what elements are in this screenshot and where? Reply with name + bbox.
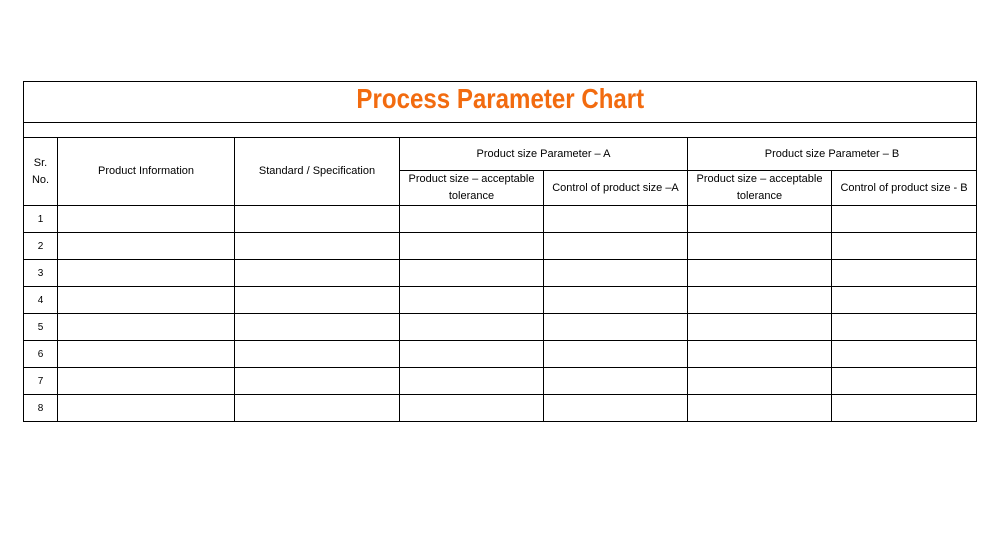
product-information-cell[interactable]	[58, 341, 235, 368]
table-row	[24, 287, 977, 314]
b-control-cell[interactable]	[832, 287, 977, 314]
b-tolerance-cell[interactable]	[688, 260, 832, 287]
header-a-tolerance-label: Product size – acceptable tolerance	[408, 173, 535, 202]
a-control-cell[interactable]	[544, 260, 688, 287]
sr-no-value: 6	[37, 348, 44, 360]
a-tolerance-cell[interactable]	[400, 287, 544, 314]
product-information-cell[interactable]	[58, 395, 235, 422]
b-tolerance-cell[interactable]	[688, 314, 832, 341]
product-information-cell[interactable]	[58, 206, 235, 233]
header-group-a	[400, 138, 688, 171]
table-row	[24, 395, 977, 422]
header-sr-no-label: Sr. No.	[31, 156, 50, 186]
a-tolerance-cell[interactable]	[400, 260, 544, 287]
sr-no-cell	[24, 233, 58, 260]
title-cell	[24, 82, 977, 123]
b-tolerance-cell[interactable]	[688, 233, 832, 260]
standard-specification-cell[interactable]	[235, 206, 400, 233]
sr-no-value: 1	[37, 213, 44, 225]
title-row	[24, 82, 977, 123]
spacer-row	[24, 123, 977, 138]
sr-no-value: 2	[37, 240, 44, 252]
sr-no-cell	[24, 341, 58, 368]
header-b-tolerance-label: Product size – acceptable tolerance	[696, 173, 823, 202]
a-tolerance-cell[interactable]	[400, 395, 544, 422]
product-information-cell[interactable]	[58, 233, 235, 260]
header-a-tolerance	[400, 171, 544, 206]
standard-specification-cell[interactable]	[235, 341, 400, 368]
sr-no-cell	[24, 314, 58, 341]
a-control-cell[interactable]	[544, 287, 688, 314]
header-group-b-label: Product size Parameter – B	[764, 147, 900, 160]
header-standard-specification-label: Standard / Specification	[258, 165, 376, 177]
table-row	[24, 260, 977, 287]
a-control-cell[interactable]	[544, 395, 688, 422]
product-information-cell[interactable]	[58, 368, 235, 395]
header-a-control	[544, 171, 688, 206]
table-row	[24, 206, 977, 233]
sr-no-value: 4	[37, 294, 44, 306]
header-standard-specification	[235, 138, 400, 206]
b-control-cell[interactable]	[832, 314, 977, 341]
a-tolerance-cell[interactable]	[400, 368, 544, 395]
a-tolerance-cell[interactable]	[400, 341, 544, 368]
header-group-b	[688, 138, 977, 171]
b-control-cell[interactable]	[832, 206, 977, 233]
process-parameter-table	[23, 81, 977, 422]
header-b-control	[832, 171, 977, 206]
b-control-cell[interactable]	[832, 395, 977, 422]
b-control-cell[interactable]	[832, 260, 977, 287]
b-tolerance-cell[interactable]	[688, 341, 832, 368]
table-row	[24, 233, 977, 260]
standard-specification-cell[interactable]	[235, 260, 400, 287]
standard-specification-cell[interactable]	[235, 368, 400, 395]
sr-no-value: 3	[37, 267, 44, 279]
sr-no-value: 7	[37, 375, 44, 387]
b-tolerance-cell[interactable]	[688, 287, 832, 314]
b-control-cell[interactable]	[832, 368, 977, 395]
standard-specification-cell[interactable]	[235, 233, 400, 260]
a-control-cell[interactable]	[544, 341, 688, 368]
table-row	[24, 314, 977, 341]
process-parameter-sheet	[23, 81, 976, 422]
a-tolerance-cell[interactable]	[400, 233, 544, 260]
header-group-a-label: Product size Parameter – A	[476, 147, 611, 160]
sr-no-cell	[24, 287, 58, 314]
header-group-row	[24, 138, 977, 171]
b-tolerance-cell[interactable]	[688, 206, 832, 233]
a-control-cell[interactable]	[544, 206, 688, 233]
a-control-cell[interactable]	[544, 368, 688, 395]
header-product-information-label: Product Information	[98, 165, 194, 177]
standard-specification-cell[interactable]	[235, 314, 400, 341]
header-b-tolerance	[688, 171, 832, 206]
product-information-cell[interactable]	[58, 287, 235, 314]
header-product-information	[58, 138, 235, 206]
b-control-cell[interactable]	[832, 341, 977, 368]
sr-no-cell	[24, 368, 58, 395]
a-tolerance-cell[interactable]	[400, 206, 544, 233]
header-a-control-label: Control of product size –A	[552, 181, 679, 194]
product-information-cell[interactable]	[58, 314, 235, 341]
header-sr-no	[24, 138, 58, 206]
spacer-cell	[24, 123, 977, 138]
sr-no-value: 8	[37, 402, 44, 414]
sr-no-cell	[24, 206, 58, 233]
b-control-cell[interactable]	[832, 233, 977, 260]
table-row	[24, 341, 977, 368]
product-information-cell[interactable]	[58, 260, 235, 287]
standard-specification-cell[interactable]	[235, 287, 400, 314]
a-tolerance-cell[interactable]	[400, 314, 544, 341]
sr-no-value: 5	[37, 321, 44, 333]
b-tolerance-cell[interactable]	[688, 368, 832, 395]
standard-specification-cell[interactable]	[235, 395, 400, 422]
a-control-cell[interactable]	[544, 233, 688, 260]
page-title: Process Parameter Chart	[356, 83, 644, 114]
header-b-control-label: Control of product size - B	[840, 181, 968, 194]
a-control-cell[interactable]	[544, 314, 688, 341]
table-row	[24, 368, 977, 395]
sr-no-cell	[24, 260, 58, 287]
sr-no-cell	[24, 395, 58, 422]
b-tolerance-cell[interactable]	[688, 395, 832, 422]
